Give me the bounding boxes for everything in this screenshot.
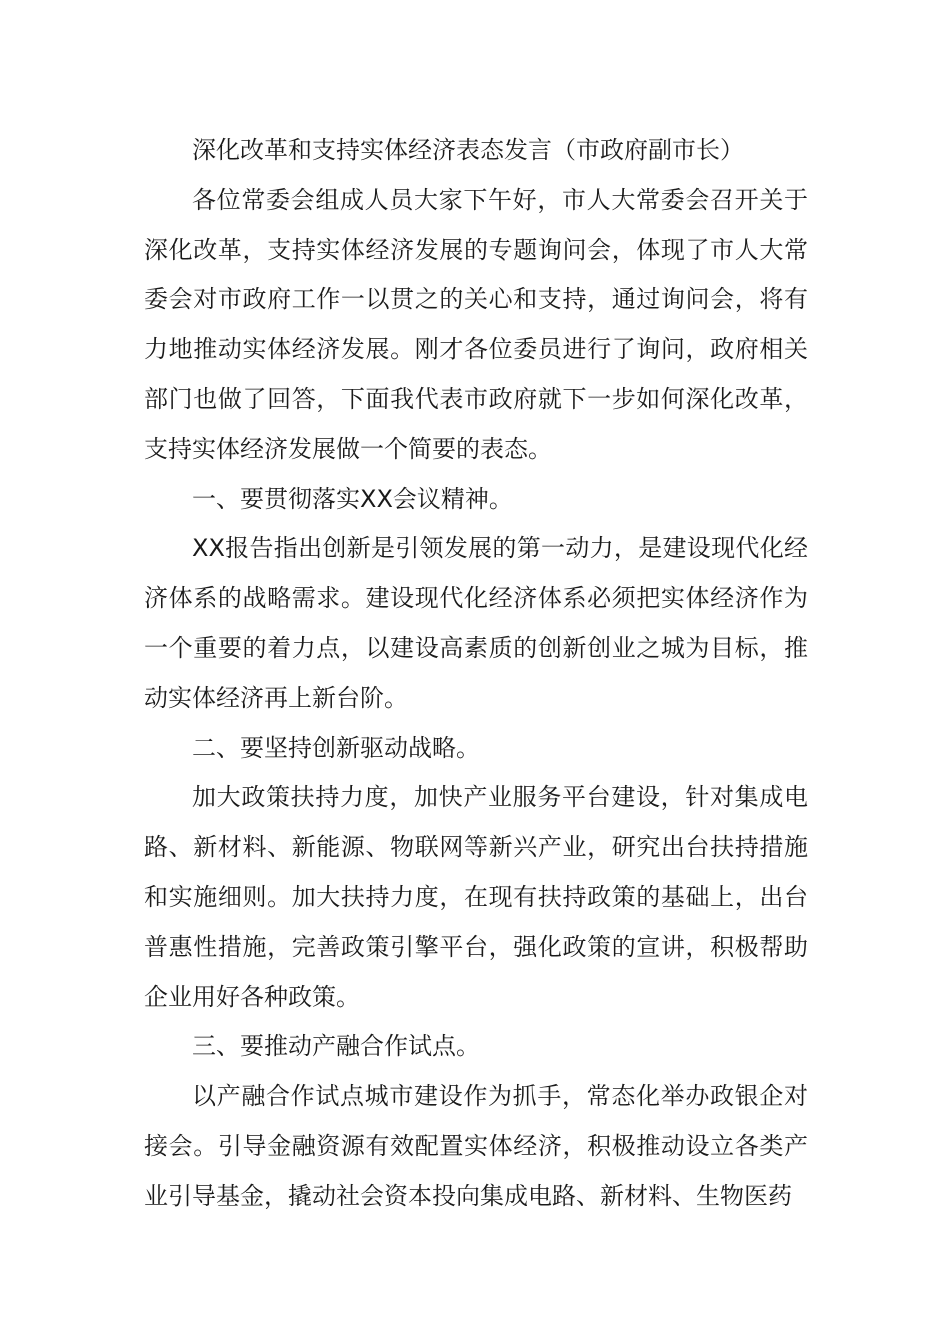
paragraph-section-3: 以产融合作试点城市建设作为抓手，常态化举办政银企对接会。引导金融资源有效配置实体经济，积极推动设立各类产业引导基金，撬动社会资本投向集成电路、新材料、生物医药: [144, 1082, 808, 1210]
paragraph-section-2: 加大政策扶持力度，加快产业服务平台建设，针对集成电路、新材料、新能源、物联网等新兴产业，研究出台扶持措施和实施细则。加大扶持力度，在现有扶持政策的基础上，出台普惠性措施，完善政策引擎平台，强化政策的宣讲，积极帮助企业用好各种政策。: [144, 783, 808, 1011]
document-title: 深化改革和支持实体经济表态发言（市政府副市长）: [192, 136, 744, 164]
paragraph-section-1: XX报告指出创新是引领发展的第一动力，是建设现代化经济体系的战略需求。建设现代化经济体系必须把实体经济作为一个重要的着力点，以建设高素质的创新创业之城为目标，推动实体经济再上新台阶。: [144, 534, 808, 712]
document-body: [144, 126, 808, 1222]
section-heading-3: 三、要推动产融合作试点。: [192, 1032, 480, 1061]
section-heading-2: 二、要坚持创新驱动战略。: [192, 733, 480, 762]
section-heading-1: 一、要贯彻落实XX会议精神。: [192, 484, 513, 513]
paragraph-opening: 各位常委会组成人员大家下午好，市人大常委会召开关于深化改革，支持实体经济发展的专题询问会，体现了市人大常委会对市政府工作一以贯之的关心和支持，通过询问会，将有力地推动实体经济发展。刚才各位委员进行了询问，政府相关部门也做了回答，下面我代表市政府就下一步如何深化改革，支持实体经济发展做一个简要的表态。: [144, 185, 808, 463]
